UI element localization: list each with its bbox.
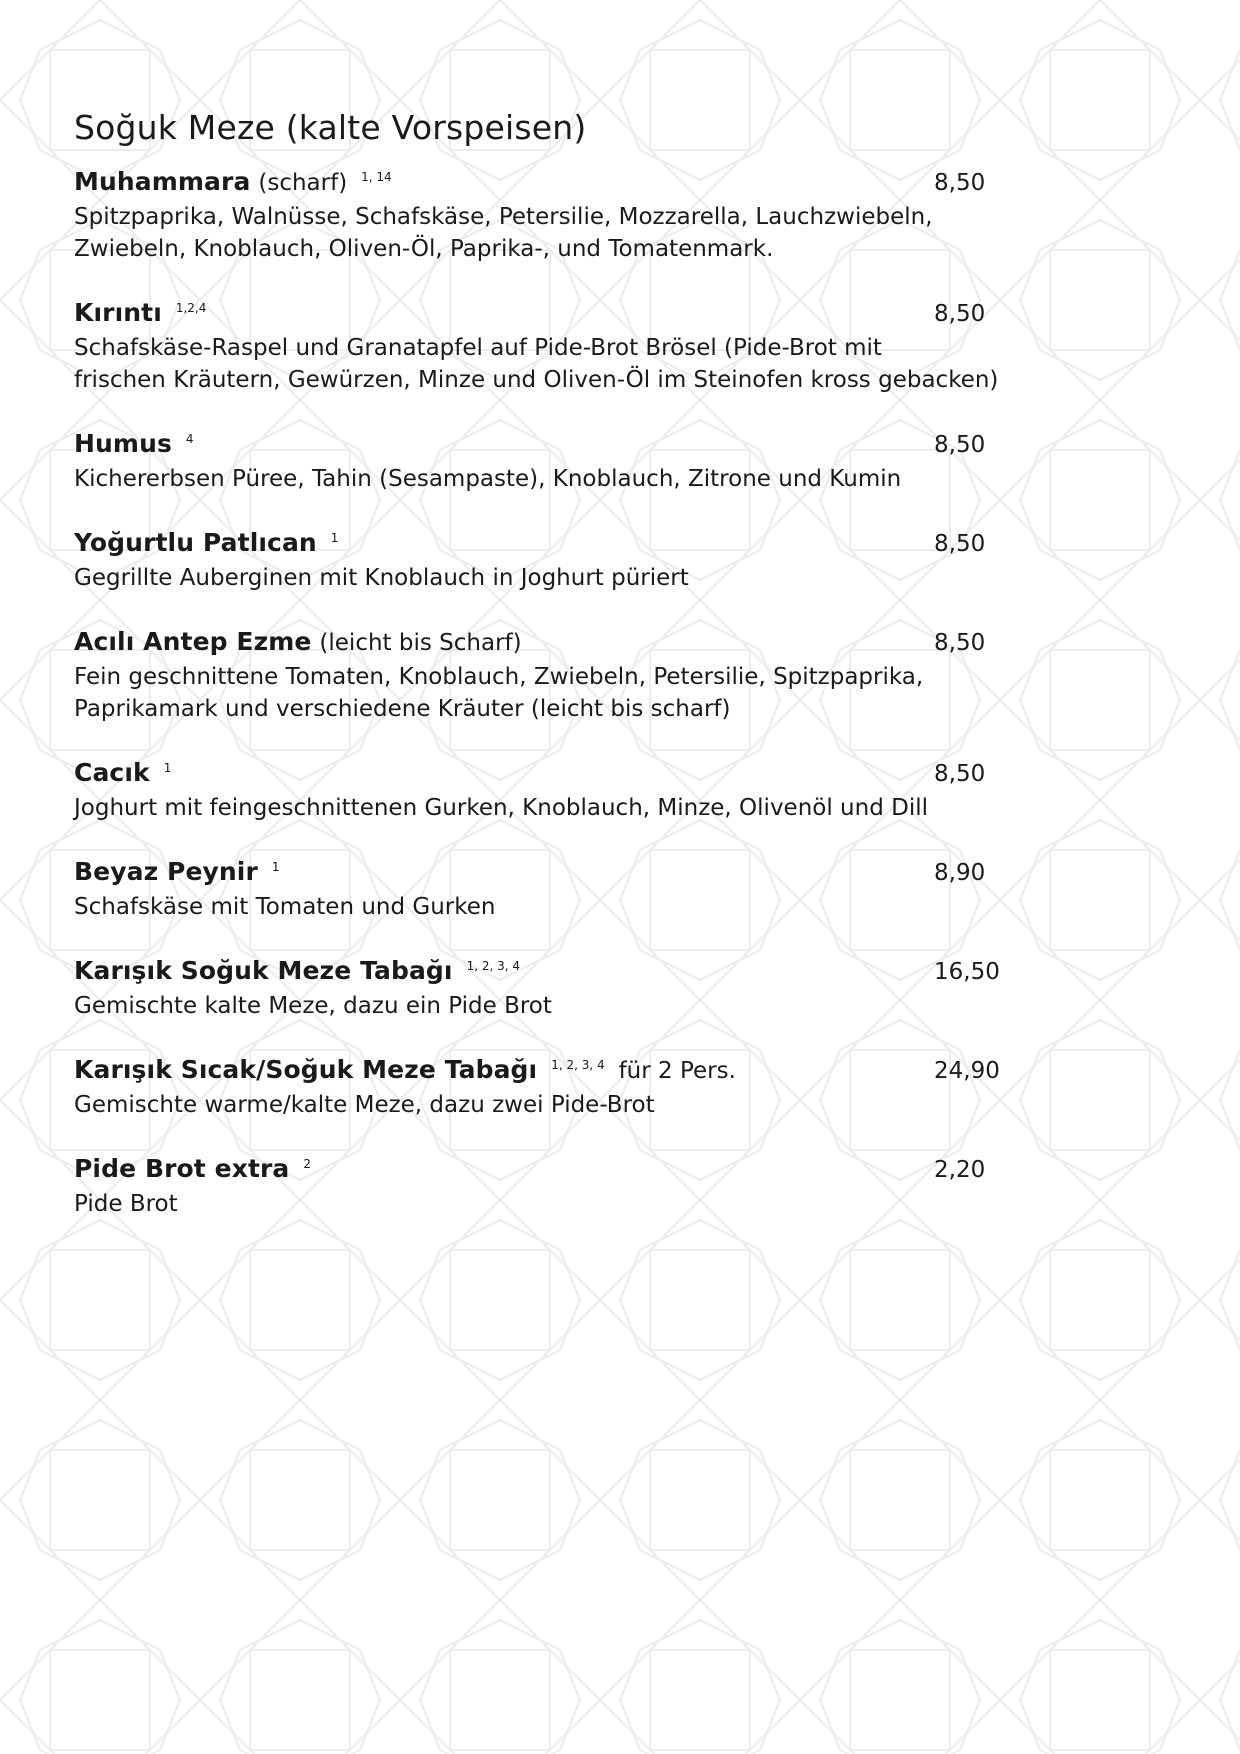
menu-item-header [74,298,1004,332]
menu-item-header [74,627,1004,661]
menu-item-name: Karışık Soğuk Meze Tabağı [74,956,453,985]
menu-item-header [74,167,1004,201]
menu-item-description: Gegrillte Auberginen mit Knoblauch in Joghurt püriert [74,565,689,591]
menu-item-name: Acılı Antep Ezme [74,627,312,656]
menu-item-title [74,956,526,985]
menu-item-name: Muhammara [74,167,251,196]
menu-item-description: Schafskäse-Raspel und Granatapfel auf Pide-Brot Brösel (Pide-Brot mit frischen Kräutern, Gewürzen, Minze und Oliven-Öl im Steinofen kross gebacken) [74,335,999,393]
menu-item-price: 8,50 [934,301,986,327]
menu-item-price: 8,50 [934,170,986,196]
allergen-codes: 1 [271,859,280,874]
menu-item [74,1055,1074,1121]
menu-item-name: Yoğurtlu Patlıcan [74,528,317,557]
menu-item-note: (leicht bis Scharf) [319,630,522,656]
menu-item-price: 8,50 [934,630,986,656]
menu-item-price: 2,20 [934,1157,986,1183]
menu-item-title [74,758,177,787]
menu-item-price: 24,90 [934,1058,1000,1084]
menu-item-title [74,167,398,196]
menu-item-title [74,857,286,886]
menu-item [74,857,1074,923]
menu-item-description: Kichererbsen Püree, Tahin (Sesampaste), Knoblauch, Zitrone und Kumin [74,466,902,492]
menu-item-description: Schafskäse mit Tomaten und Gurken [74,894,496,920]
menu-item-title [74,627,534,656]
menu-item-name: Kırıntı [74,298,162,327]
allergen-codes: 1, 2, 3, 4 [551,1057,605,1072]
menu-item [74,1154,1074,1220]
menu-item-header [74,956,1004,990]
allergen-codes: 1 [330,530,339,545]
menu-item-price: 8,50 [934,761,986,787]
menu-item-note: (scharf) [258,170,348,196]
menu-item-header [74,1055,1004,1089]
menu-item [74,627,1074,725]
menu-page [74,108,1074,1253]
menu-item-header [74,758,1004,792]
menu-item [74,167,1074,265]
menu-item-name: Karışık Sıcak/Soğuk Meze Tabağı [74,1055,538,1084]
menu-item-description: Spitzpaprika, Walnüsse, Schafskäse, Petersilie, Mozzarella, Lauchzwiebeln, Zwiebeln, Knoblauch, Oliven-Öl, Paprika-, und Tomatenmark. [74,204,933,262]
allergen-codes: 1,2,4 [175,300,207,315]
menu-item [74,298,1074,396]
menu-item-description: Joghurt mit feingeschnittenen Gurken, Knoblauch, Minze, Olivenöl und Dill [74,795,928,821]
allergen-codes: 1, 2, 3, 4 [466,958,520,973]
menu-item [74,429,1074,495]
menu-item [74,956,1074,1022]
menu-item-description: Pide Brot [74,1191,178,1217]
menu-item-header [74,1154,1004,1188]
menu-item-name: Beyaz Peynir [74,857,258,886]
menu-item-title [74,429,200,458]
allergen-codes: 4 [185,431,194,446]
menu-item-name: Pide Brot extra [74,1154,290,1183]
menu-item-description: Fein geschnittene Tomaten, Knoblauch, Zwiebeln, Petersilie, Spitzpaprika, Paprikamark und verschiedene Kräuter (leicht bis scharf) [74,664,924,722]
menu-item-description: Gemischte kalte Meze, dazu ein Pide Brot [74,993,552,1019]
allergen-codes: 1 [163,760,172,775]
menu-item-price: 16,50 [934,959,1000,985]
section-title: Soğuk Meze (kalte Vorspeisen) [74,108,587,147]
allergen-codes: 1, 14 [361,169,392,184]
menu-item-name: Humus [74,429,172,458]
menu-item [74,758,1074,824]
menu-item-name: Cacık [74,758,150,787]
allergen-codes: 2 [303,1156,311,1171]
menu-item-portion: für 2 Pers. [618,1058,736,1084]
menu-item-header [74,857,1004,891]
menu-item-title [74,1055,736,1084]
menu-item-price: 8,90 [934,860,986,886]
menu-item-title [74,298,212,327]
menu-item-description: Gemischte warme/kalte Meze, dazu zwei Pide-Brot [74,1092,655,1118]
menu-item-price: 8,50 [934,531,986,557]
menu-item-title [74,528,344,557]
menu-item-price: 8,50 [934,432,986,458]
menu-item-list [74,167,1074,1220]
menu-item-title [74,1154,317,1183]
menu-item-header [74,528,1004,562]
menu-item [74,528,1074,594]
menu-item-header [74,429,1004,463]
